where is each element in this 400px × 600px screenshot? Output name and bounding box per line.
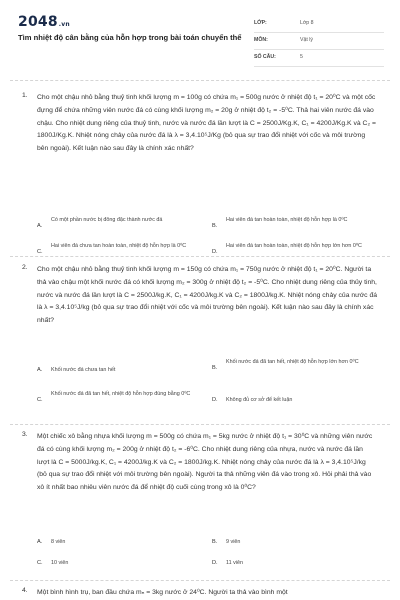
site-logo[interactable]	[18, 14, 70, 30]
meta-row-grade	[254, 16, 384, 33]
question-number: 4.	[22, 587, 28, 594]
document-title: Tìm nhiệt độ cân bằng của hỗn hợp trong bài toán chuyển thể	[18, 33, 242, 42]
meta-table	[254, 16, 384, 67]
header	[18, 14, 384, 74]
question-2	[22, 264, 382, 424]
option-text: Khối nước đá đã tan hết, nhiệt độ hỗn hợp đúng bằng 0⁰C	[51, 391, 191, 397]
question-number: 1.	[22, 92, 28, 99]
option-letter: B.	[212, 539, 218, 545]
option-letter: A.	[37, 367, 43, 373]
option-letter: C.	[37, 397, 43, 403]
option-text: 10 viên	[51, 560, 69, 566]
option-text: 8 viên	[51, 539, 66, 545]
option-letter: C.	[37, 560, 43, 566]
option-letter: A.	[37, 223, 43, 229]
logo-text: 2048	[18, 14, 58, 30]
option-letter: B.	[212, 223, 218, 229]
divider	[10, 424, 390, 425]
meta-row-count	[254, 50, 384, 67]
divider	[10, 580, 390, 581]
option-letter: D.	[212, 560, 218, 566]
question-text: Một bình hình trụ, ban đầu chứa mₙ = 3kg nước ở 24⁰C. Người ta thả vào bình một	[37, 589, 288, 596]
meta-label: MÔN:	[254, 37, 268, 43]
logo-tld: .vn	[58, 21, 70, 28]
option-text: Hai viên đá tan hoàn toàn, nhiệt độ hỗn hợp là 0⁰C	[226, 217, 348, 223]
option-letter: C.	[37, 249, 43, 255]
option-text: 11 viên	[226, 560, 243, 566]
question-number: 2.	[22, 264, 28, 271]
question-text: Một chiếc xô bằng nhựa khối lượng m = 500g có chứa m₁ = 5kg nước ở nhiệt độ t₁ = 30⁰C và những viên nước đá có cùng khối lượng m₂ = 200g ở nhiệt độ t₂ = -6⁰C. Cho nhiệt dung riêng của nhựa, nước và nước đá lần lượt là C = 5000J/kg.K, C₁ = 4200J/kg.K và C₂ = 1800J/kg.K. Nhiệt nóng chảy của nước đá là λ = 3,4.10⁵J/kg (bỏ qua sự trao đổi nhiệt với môi trường bên ngoài). Người ta thả những viên đá vào trong xô. Hỏi phải thả vào xô ít nhất bao nhiêu viên nước đá để nhiệt độ cuối cùng trong xô là 0⁰C?	[37, 433, 373, 492]
question-4	[22, 587, 382, 600]
option-text: Có một phần nước bị đông đặc thành nước đá	[51, 217, 163, 223]
divider	[10, 256, 390, 257]
option-letter: D.	[212, 397, 218, 403]
meta-row-subject	[254, 33, 384, 50]
meta-value: Lớp 8	[300, 20, 314, 26]
option-text: Hai viên đá tan hoàn toàn, nhiệt độ hỗn hợp lớn hơn 0⁰C	[226, 243, 362, 249]
divider	[10, 80, 390, 81]
meta-label: SỐ CÂU:	[254, 54, 276, 60]
question-1	[22, 92, 382, 260]
question-text: Cho một chậu nhỏ bằng thuỷ tinh khối lượng m = 150g có chứa m₁ = 750g nước ở nhiệt độ t₁ = 20⁰C. Người ta thả vào chậu một khối nước đá có khối lượng m₂ = 300g ở nhiệt độ t₂ = -5⁰C. Cho nhiệt dung riêng của thủy tinh, nước và nước đá lần lượt là C = 2500J/kg.K, C₁ = 4200J/kg.K và C₂ = 1800J/kg.K. Nhiệt nóng chảy của nước đá là λ = 3,4.10⁵J/kg (bỏ qua sự trao đổi nhiệt với cốc và môi trường bên ngoài). Kết luận nào sau đây là chính xác nhất?	[37, 266, 378, 325]
meta-value: 5	[300, 54, 303, 60]
option-letter: D.	[212, 249, 218, 255]
option-letter: B.	[212, 365, 218, 371]
option-text: Không đủ cơ sở để kết luận	[226, 397, 293, 403]
option-letter: A.	[37, 539, 43, 545]
option-text: Hai viên đá chưa tan hoàn toàn, nhiệt độ hỗn hợp là 0⁰C	[51, 243, 187, 249]
option-text: Khối nước đá chưa tan hết	[51, 367, 116, 373]
meta-label: LỚP:	[254, 20, 267, 26]
question-number: 3.	[22, 431, 28, 438]
meta-value: Vật lý	[300, 37, 313, 43]
question-3	[22, 431, 382, 581]
question-text: Cho một chậu nhỏ bằng thuỷ tinh khối lượng m = 100g có chứa m₁ = 500g nước ở nhiệt độ t₁ = 20⁰C và một cốc đựng để chứa những viên nước đá có cùng khối lượng m₂ = 20g ở nhiệt độ t₂ = -5⁰C. Thả hai viên nước đá vào chậu. Cho nhiệt dung riêng của thuỷ tinh, nước và nước đá lần lượt là C = 2500J/Kg.K, C₁ = 4200J/Kg.K và C₂ = 1800J/Kg.K. Nhiệt nóng chảy của nước đá là λ = 3,4.10⁵J/Kg (bỏ qua sự trao đổi nhiệt với cốc và môi trường bên ngoài). Kết luận nào sau đây là chính xác nhất?	[37, 94, 376, 153]
option-text: 9 viên	[226, 539, 241, 545]
option-text: Khối nước đá đã tan hết, nhiệt độ hỗn hợp lớn hơn 0⁰C	[226, 359, 359, 365]
